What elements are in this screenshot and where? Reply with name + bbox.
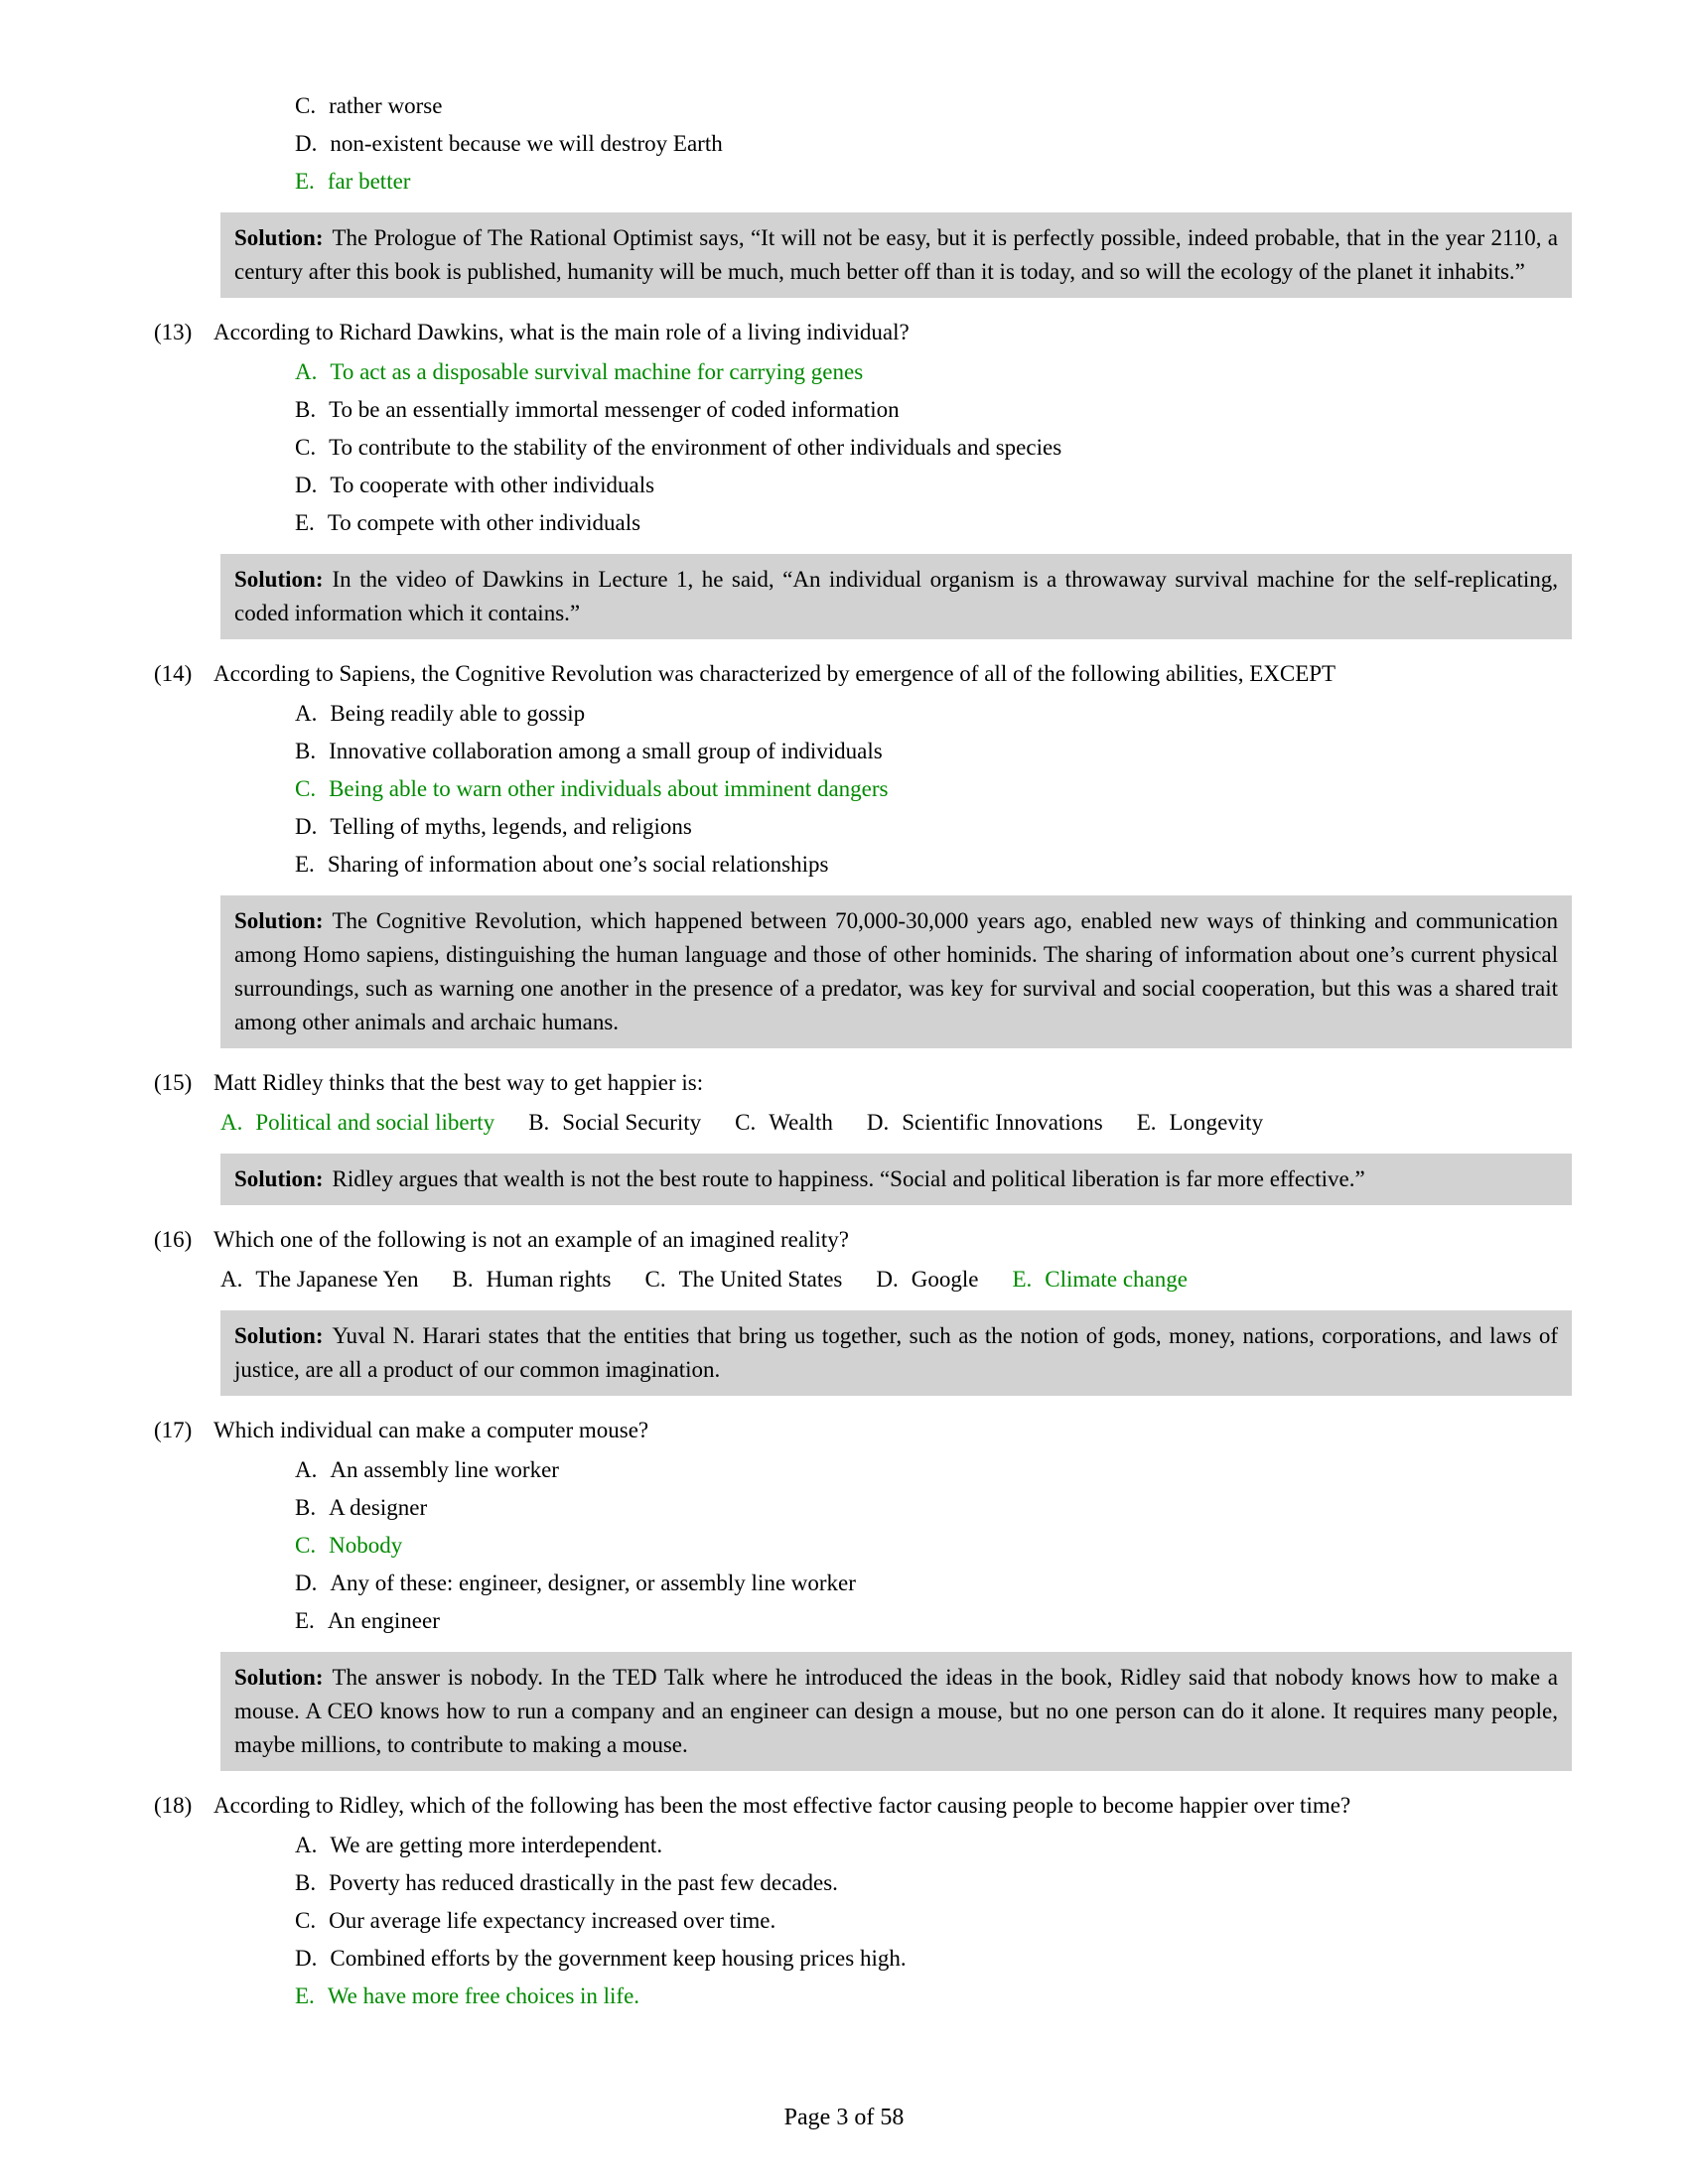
answer-option <box>295 1451 1572 1489</box>
question-block <box>154 1416 1572 1771</box>
question-block <box>154 1225 1572 1396</box>
options-list <box>220 1104 1572 1142</box>
option-letter: A. <box>295 1833 318 1857</box>
option-text: Any of these: engineer, designer, or assembly line worker <box>330 1570 856 1595</box>
option-letter: C. <box>295 1533 317 1558</box>
option-letter: D. <box>295 1570 318 1595</box>
answer-option-correct <box>1012 1261 1188 1298</box>
option-letter: D. <box>295 131 318 156</box>
option-text: Sharing of information about one’s social relationships <box>327 852 829 877</box>
question-block <box>154 318 1572 639</box>
answer-option <box>295 1565 1572 1602</box>
option-text: The Japanese Yen <box>255 1267 419 1292</box>
option-letter: D. <box>876 1267 899 1292</box>
option-text: An engineer <box>327 1608 440 1633</box>
question-number: (17) <box>154 1418 193 1442</box>
answer-option <box>295 695 1572 733</box>
option-text: Google <box>911 1267 979 1292</box>
answer-option <box>220 1261 419 1298</box>
option-letter: C. <box>644 1267 666 1292</box>
answer-option <box>295 391 1572 429</box>
option-text: Being readily able to gossip <box>330 701 586 726</box>
option-letter: A. <box>295 1457 318 1482</box>
solution-text: Yuval N. Harari states that the entities that bring us together, such as the notion of gods, money, nations, corporations, and laws of justice, are all a product of our common imagination. <box>234 1323 1558 1382</box>
answer-option <box>295 429 1572 467</box>
options-list <box>154 695 1572 884</box>
question-text: According to Sapiens, the Cognitive Revolution was characterized by emergence of all of the following abilities, EXCEPT <box>213 661 1336 686</box>
option-text: Climate change <box>1045 1267 1188 1292</box>
option-text: Being able to warn other individuals about imminent dangers <box>329 776 889 801</box>
question-line <box>154 659 1572 689</box>
answer-option-correct <box>295 163 1572 201</box>
option-text: Nobody <box>329 1533 403 1558</box>
option-text: far better <box>327 169 411 194</box>
option-text: Scientific Innovations <box>902 1110 1103 1135</box>
answer-option <box>295 1602 1572 1640</box>
option-letter: E. <box>295 852 315 877</box>
option-letter: A. <box>220 1110 243 1135</box>
answer-option <box>735 1104 833 1142</box>
solution-text: The answer is nobody. In the TED Talk where he introduced the ideas in the book, Ridley said that nobody knows how to make a mouse. A CEO knows how to run a company and an engineer can design a mouse, but no one person can do it alone. It requires many people, maybe millions, to contribute to making a mouse. <box>234 1665 1558 1757</box>
question-text: According to Richard Dawkins, what is the main role of a living individual? <box>213 320 910 344</box>
question-block <box>154 87 1572 298</box>
solution-text: Ridley argues that wealth is not the best route to happiness. “Social and political liberation is far more effective.” <box>332 1166 1365 1191</box>
answer-option <box>295 467 1572 504</box>
question-number: (14) <box>154 661 193 686</box>
option-letter: E. <box>295 1983 315 2008</box>
option-text: Telling of myths, legends, and religions <box>330 814 692 839</box>
solution-label: Solution: <box>234 1323 324 1348</box>
option-text: Longevity <box>1169 1110 1264 1135</box>
solution-box <box>220 212 1572 298</box>
option-letter: A. <box>295 359 318 384</box>
option-text: Social Security <box>562 1110 702 1135</box>
option-letter: D. <box>866 1110 890 1135</box>
option-text: To be an essentially immortal messenger of coded information <box>329 397 900 422</box>
answer-option <box>295 733 1572 770</box>
options-list <box>154 353 1572 542</box>
question-block <box>154 659 1572 1048</box>
option-text: Poverty has reduced drastically in the past few decades. <box>329 1870 838 1895</box>
question-text: Matt Ridley thinks that the best way to get happier is: <box>213 1070 704 1095</box>
answer-option <box>295 1864 1572 1902</box>
answer-option <box>295 1489 1572 1527</box>
option-text: An assembly line worker <box>330 1457 559 1482</box>
option-letter: B. <box>295 1870 317 1895</box>
option-letter: C. <box>295 435 317 460</box>
option-letter: B. <box>452 1267 474 1292</box>
solution-label: Solution: <box>234 1665 324 1690</box>
solution-box <box>220 895 1572 1048</box>
answer-option <box>295 504 1572 542</box>
question-number: (16) <box>154 1227 193 1252</box>
answer-option-correct <box>220 1104 494 1142</box>
options-list <box>154 87 1572 201</box>
option-text: Political and social liberty <box>255 1110 495 1135</box>
option-text: Human rights <box>486 1267 612 1292</box>
option-letter: D. <box>295 473 318 497</box>
question-number: (15) <box>154 1070 193 1095</box>
option-text: We have more free choices in life. <box>327 1983 640 2008</box>
options-list <box>220 1261 1572 1298</box>
question-block <box>154 1791 1572 2015</box>
option-text: Combined efforts by the government keep housing prices high. <box>330 1946 907 1971</box>
question-block <box>154 1068 1572 1205</box>
answer-option <box>295 1827 1572 1864</box>
answer-option <box>453 1261 612 1298</box>
option-letter: D. <box>295 1946 318 1971</box>
answer-option <box>295 808 1572 846</box>
answer-option-correct <box>295 1978 1572 2015</box>
solution-box <box>220 1154 1572 1205</box>
answer-option-correct <box>295 353 1572 391</box>
option-letter: C. <box>295 1908 317 1933</box>
option-text: non-existent because we will destroy Earth <box>330 131 723 156</box>
option-letter: C. <box>735 1110 757 1135</box>
answer-option-correct <box>295 1527 1572 1565</box>
option-letter: A. <box>220 1267 243 1292</box>
solution-label: Solution: <box>234 908 324 933</box>
option-text: rather worse <box>329 93 443 118</box>
option-letter: B. <box>295 739 317 763</box>
answer-option <box>295 846 1572 884</box>
solution-label: Solution: <box>234 1166 324 1191</box>
option-letter: E. <box>295 510 315 535</box>
options-list <box>154 1827 1572 2015</box>
answer-option <box>867 1104 1103 1142</box>
solution-label: Solution: <box>234 225 324 250</box>
solution-box <box>220 1652 1572 1771</box>
option-letter: C. <box>295 776 317 801</box>
option-letter: B. <box>295 1495 317 1520</box>
option-text: Our average life expectancy increased over time. <box>329 1908 776 1933</box>
exam-page-content <box>154 87 1572 2015</box>
solution-text: The Cognitive Revolution, which happened between 70,000-30,000 years ago, enabled new ways of thinking and communication among Homo sapiens, distinguishing the human language and those of other hominids. The sharing of information about one’s current physical surroundings, such as warning one another in the presence of a predator, was key for survival and social cooperation, but this was a shared trait among other animals and archaic humans. <box>234 908 1558 1034</box>
option-letter: C. <box>295 93 317 118</box>
question-line <box>154 1068 1572 1098</box>
answer-option <box>295 1940 1572 1978</box>
option-text: To act as a disposable survival machine for carrying genes <box>330 359 864 384</box>
solution-text: The Prologue of The Rational Optimist says, “It will not be easy, but it is perfectly possible, indeed probable, that in the year 2110, a century after this book is published, humanity will be much, much better off than it is today, and so will the ecology of the planet it inhabits.” <box>234 225 1558 284</box>
question-line <box>154 318 1572 347</box>
answer-option-correct <box>295 770 1572 808</box>
options-list <box>154 1451 1572 1640</box>
question-line <box>154 1225 1572 1255</box>
question-number: (13) <box>154 320 193 344</box>
question-line <box>154 1416 1572 1445</box>
option-letter: A. <box>295 701 318 726</box>
option-text: We are getting more interdependent. <box>330 1833 663 1857</box>
page-number: Page 3 of 58 <box>783 2105 905 2130</box>
solution-label: Solution: <box>234 567 324 592</box>
option-text: A designer <box>329 1495 428 1520</box>
solution-box <box>220 1310 1572 1396</box>
option-text: To contribute to the stability of the environment of other individuals and species <box>329 435 1062 460</box>
question-number: (18) <box>154 1793 193 1818</box>
answer-option <box>295 125 1572 163</box>
option-letter: E. <box>295 169 315 194</box>
option-letter: E. <box>295 1608 315 1633</box>
answer-option <box>644 1261 842 1298</box>
option-letter: E. <box>1012 1267 1033 1292</box>
question-line <box>154 1791 1572 1821</box>
solution-text: In the video of Dawkins in Lecture 1, he said, “An individual organism is a throwaway survival machine for the self-replicating, coded information which it contains.” <box>234 567 1558 625</box>
answer-option <box>876 1261 978 1298</box>
questions <box>154 87 1572 2015</box>
option-letter: E. <box>1136 1110 1157 1135</box>
option-letter: B. <box>528 1110 550 1135</box>
question-text: According to Ridley, which of the following has been the most effective factor causing people to become happier over time? <box>213 1793 1351 1818</box>
question-text: Which one of the following is not an example of an imagined reality? <box>213 1227 849 1252</box>
option-letter: B. <box>295 397 317 422</box>
option-text: To compete with other individuals <box>327 510 641 535</box>
question-text: Which individual can make a computer mouse? <box>213 1418 649 1442</box>
option-text: The United States <box>678 1267 843 1292</box>
answer-option <box>295 1902 1572 1940</box>
option-letter: D. <box>295 814 318 839</box>
answer-option <box>1137 1104 1263 1142</box>
answer-option <box>295 87 1572 125</box>
answer-option <box>528 1104 701 1142</box>
option-text: To cooperate with other individuals <box>330 473 655 497</box>
solution-box <box>220 554 1572 639</box>
option-text: Innovative collaboration among a small group of individuals <box>329 739 883 763</box>
option-text: Wealth <box>769 1110 833 1135</box>
